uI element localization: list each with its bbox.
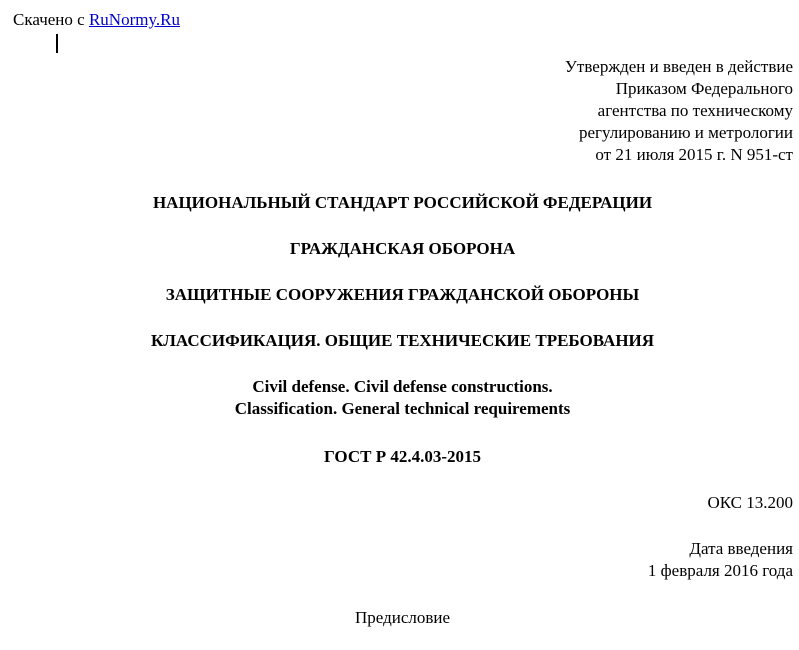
source-line bbox=[13, 9, 180, 31]
approval-line: от 21 июля 2015 г. N 951-ст bbox=[595, 145, 793, 164]
source-prefix: Скачено с bbox=[13, 10, 89, 29]
source-link[interactable]: RuNormy.Ru bbox=[88, 10, 180, 29]
introduction-date: 1 февраля 2016 года bbox=[647, 561, 793, 580]
introduction-label: Дата введения bbox=[689, 539, 793, 558]
english-title bbox=[0, 376, 799, 420]
approval-line: агентства по техническому bbox=[597, 101, 793, 120]
gost-number: ГОСТ Р 42.4.03-2015 bbox=[324, 447, 481, 466]
approval-line: регулированию и метрологии bbox=[578, 123, 793, 142]
text-cursor bbox=[56, 34, 58, 53]
standard-title: НАЦИОНАЛЬНЫЙ СТАНДАРТ РОССИЙСКОЙ ФЕДЕРАЦИИ bbox=[152, 193, 653, 212]
preface-heading: Предисловие bbox=[354, 608, 451, 627]
approval-line: Приказом Федерального bbox=[615, 79, 793, 98]
subtitle: КЛАССИФИКАЦИЯ. ОБЩИЕ ТЕХНИЧЕСКИЕ ТРЕБОВАНИЯ bbox=[150, 331, 655, 350]
approval-block bbox=[393, 56, 793, 166]
introduction-date-block bbox=[648, 538, 793, 582]
subject-title: ЗАЩИТНЫЕ СООРУЖЕНИЯ ГРАЖДАНСКОЙ ОБОРОНЫ bbox=[165, 285, 640, 304]
approval-line: Утвержден и введен в действие bbox=[564, 57, 793, 76]
domain-title: ГРАЖДАНСКАЯ ОБОРОНА bbox=[289, 239, 516, 258]
english-title-line: Civil defense. Civil defense constructions. bbox=[252, 377, 553, 396]
english-title-line: Classification. General technical requirements bbox=[234, 399, 571, 418]
oks-code: ОКС 13.200 bbox=[707, 493, 793, 512]
